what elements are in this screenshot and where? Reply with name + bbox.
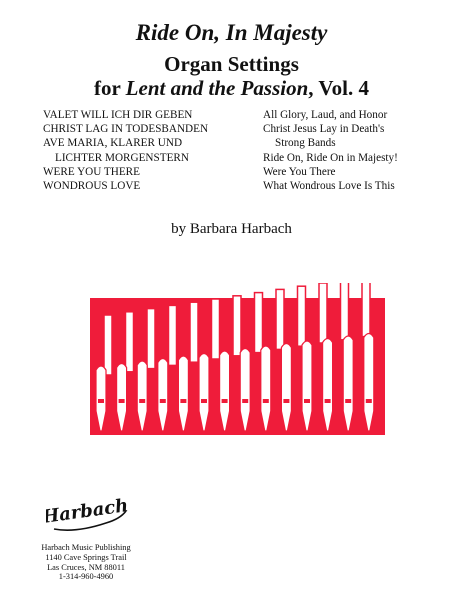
hymn-title-list [263, 108, 398, 193]
organ-pipe-back [341, 283, 349, 340]
hymn-line: AVE MARIA, KLARER UND [43, 137, 183, 150]
organ-pipe-back [233, 296, 241, 356]
logo-text: Harbach [46, 495, 130, 528]
subtitle-italic: Lent and the Passion [125, 76, 309, 100]
organ-pipe [364, 334, 374, 432]
organ-pipe [343, 336, 353, 431]
book-title: Ride On, In Majesty [135, 20, 328, 45]
hymn-line: CHRIST LAG IN TODESBANDEN [43, 123, 209, 136]
hymn-line: Christ Jesus Lay in Death's [263, 123, 385, 136]
hymn-line: Ride On, Ride On in Majesty! [263, 151, 398, 164]
organ-pipe [281, 344, 291, 432]
hymn-line: Strong Bands [275, 137, 336, 150]
organ-pipe [302, 341, 312, 431]
organ-pipe [158, 359, 168, 432]
harbach-logo [46, 489, 130, 546]
hymn-line: WERE YOU THERE [43, 165, 140, 178]
organ-pipe-back [126, 312, 134, 372]
organ-pipe [117, 364, 127, 432]
organ-pipe-back [276, 289, 284, 349]
hymn-line: All Glory, Laud, and Honor [263, 109, 388, 121]
organ-pipe [220, 351, 230, 431]
organ-pipe-back [362, 283, 370, 337]
publisher-phone: 1-314-960-4960 [58, 572, 114, 582]
organ-pipe [323, 339, 333, 432]
organ-pipe [199, 354, 209, 432]
publisher-name: Harbach Music Publishing [41, 543, 131, 552]
organ-pipe-back [190, 302, 198, 362]
organ-pipe [178, 356, 188, 431]
organ-pipe-back [212, 299, 220, 359]
organ-pipe-back [319, 283, 327, 343]
hymn-line: What Wondrous Love Is This [263, 180, 395, 193]
organ-pipe [240, 349, 250, 432]
hymn-line: WONDROUS LOVE [43, 180, 141, 193]
publisher-address-2: Las Cruces, NM 88011 [47, 562, 125, 572]
subtitle-for: for [93, 76, 126, 100]
organ-pipe-back [298, 286, 306, 346]
organ-pipes-illustration [90, 283, 385, 440]
hymn-tune-list [43, 108, 208, 193]
organ-pipe-back [169, 305, 177, 365]
organ-pipe-back [255, 293, 263, 353]
organ-pipe [261, 346, 271, 431]
publisher-address-1: 1140 Cave Springs Trail [45, 552, 127, 562]
author-line: by Barbara Harbach [171, 221, 292, 237]
organ-pipe [96, 366, 106, 431]
subtitle-volume: , Vol. 4 [308, 76, 369, 100]
organ-pipe [137, 361, 147, 431]
organ-pipe-back [104, 315, 112, 375]
organ-pipe-back [147, 309, 155, 369]
subtitle-line-1: Organ Settings [164, 52, 299, 76]
hymn-line: LICHTER MORGENSTERN [55, 151, 189, 164]
publisher-info [36, 543, 136, 582]
hymn-line: Were You There [263, 165, 336, 178]
subtitle-line-2 [0, 76, 463, 101]
hymn-line: VALET WILL ICH DIR GEBEN [43, 109, 193, 121]
